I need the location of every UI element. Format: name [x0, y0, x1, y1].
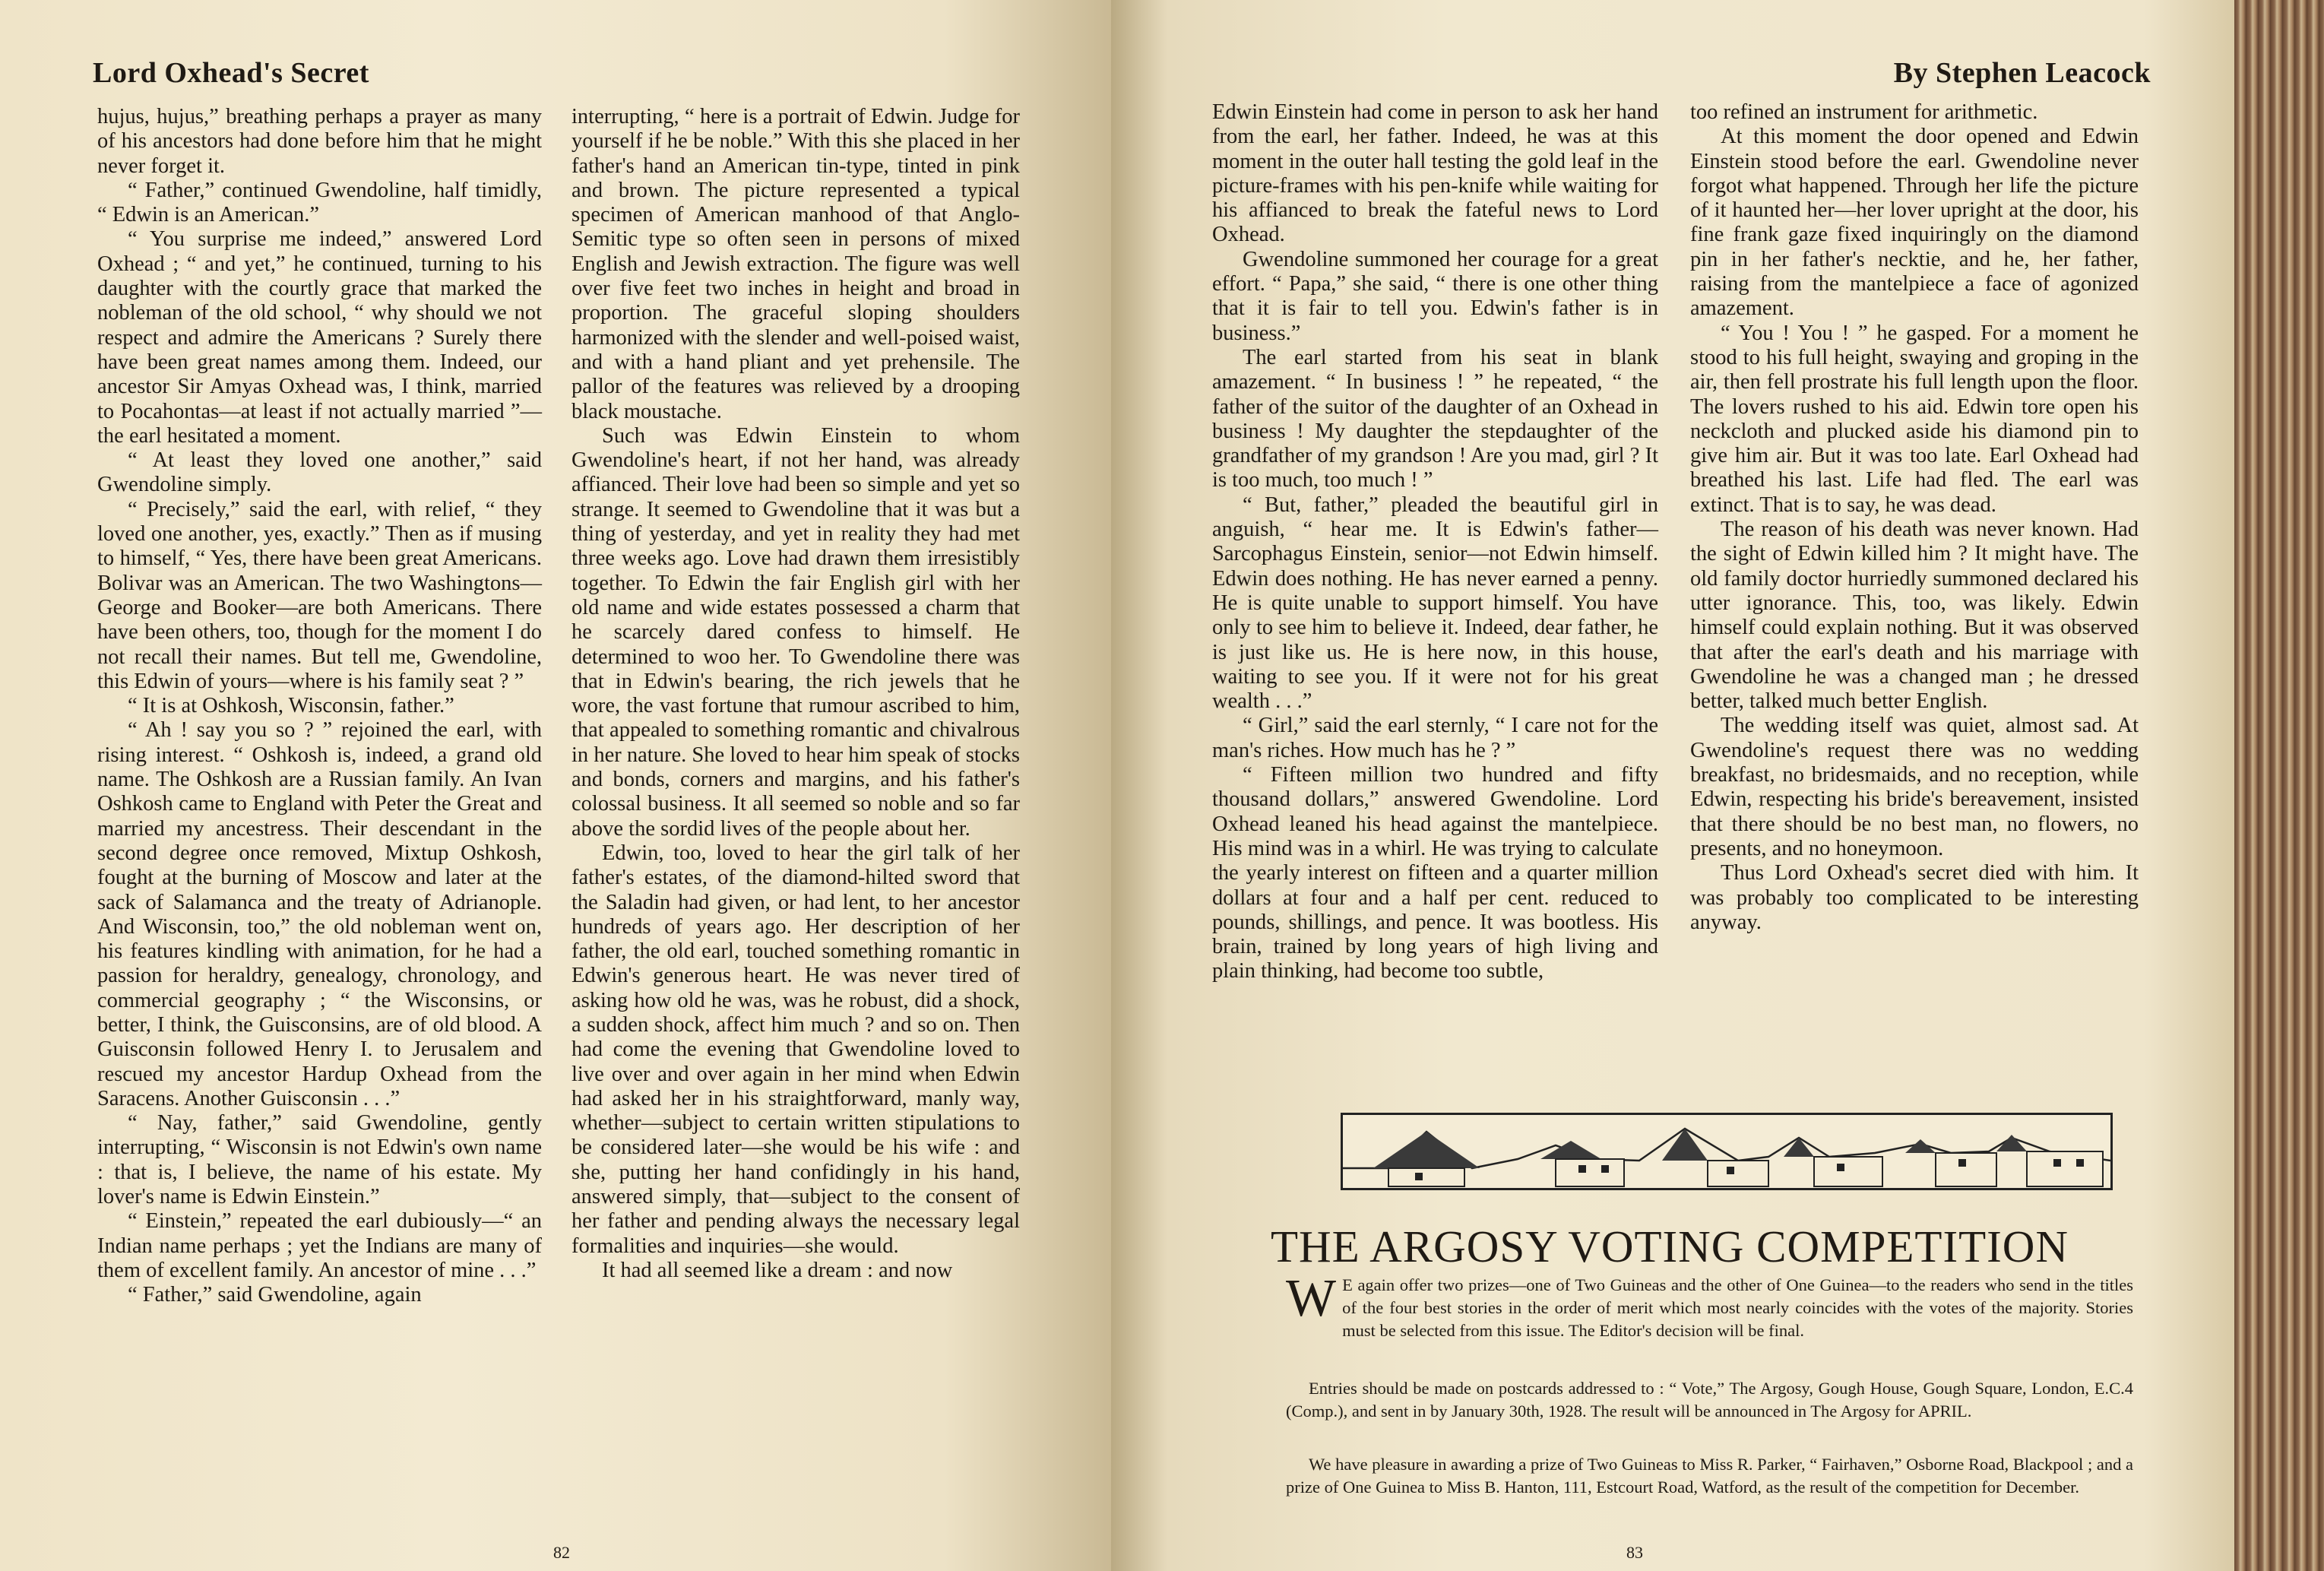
paragraph: “ Ah ! say you so ? ” rejoined the earl, with rising interest. “ Oshkosh is, indeed, a grand old name. The Oshkosh are a Russian family. An Ivan Oshkosh came to England with Peter the Great and married my ancestress. Their descendant in the second degree once removed, Mixtup Oshkosh, fought at the burning of Moscow and later at the sack of Salamanca and the treaty of Adrianople. And Wisconsin, too,” the old nobleman went on, his features kindling with animation, for he had a passion for heraldry, genealogy, chronology, and commercial geography ; “ the Wisconsins, or better, I think, the Guisconsins, are of old blood. A Guisconsin followed Henry I. to Jerusalem and rescued my ancestor Hardup Oxhead from the Saracens. Another Guisconsin . . .” — [97, 718, 542, 1110]
paragraph: Gwendoline summoned her courage for a great effort. “ Papa,” she said, “ there is one other thing that it is fair to tell you. Edwin's father is in business.” — [1212, 247, 1658, 345]
running-head-title: Lord Oxhead's Secret — [93, 57, 369, 89]
left-page — [0, 0, 1111, 1571]
paragraph: hujus, hujus,” breathing perhaps a prayer as many of his ancestors had done before him that he might never forget it. — [97, 105, 542, 178]
paragraph: “ But, father,” pleaded the beautiful girl in anguish, “ hear me. It is Edwin's father—Sarcophagus Einstein, senior—not Edwin himself. Edwin does nothing. He has never earned a penny. He is quite unable to support himself. You have only to see him to believe it. Indeed, dear father, he is just like us. He is here now, in this house, waiting to see you. If it were not for his great wealth . . .” — [1212, 493, 1658, 714]
paragraph: “ You surprise me indeed,” answered Lord Oxhead ; “ and yet,” he continued, turning to his daughter with the courtly grace that marked the nobleman of the old school, “ why should we not respect and admire the Americans ? Surely there have been great names among them. Indeed, our ancestor Sir Amyas Oxhead was, I think, married to Pocahontas—at least if not actually married ”—the earl hesitated a moment. — [97, 227, 542, 448]
competition-winners: We have pleasure in awarding a prize of Two Guineas to Miss R. Parker, “ Fairhaven,” Osborne Road, Blackpool ; and a prize of One Guinea to Miss B. Hanton, 111, Estcourt Road, Watford, as the result of the competition for December. — [1286, 1455, 2133, 1497]
paragraph: interrupting, “ here is a portrait of Edwin. Judge for yourself if he be noble.” With this she placed in her father's hand an American tin-type, tinted in pink and brown. The picture represented a typical specimen of American manhood of that Anglo-Semitic type so often seen in persons of mixed English and Jewish extraction. The figure was well over five feet two inches in height and broad in proportion. The graceful sloping shoulders harmonized with the slender and well-poised waist, and with a hand pliant and yet prehensile. The pallor of the features was relieved by a drooping black moustache. — [572, 105, 1020, 423]
paragraph: The earl started from his seat in blank amazement. “ In business ! ” he repeated, “ the father of the suitor of the daughter of an Oxhead in business ! My daughter the stepdaughter of the grandfather of my grandson ! Are you mad, girl ? It is too much, too much ! ” — [1212, 345, 1658, 493]
paragraph: “ At least they loved one another,” said Gwendoline simply. — [97, 448, 542, 497]
text-column-4 — [1690, 100, 2139, 935]
paragraph: “ Father,” said Gwendoline, again — [128, 1283, 422, 1307]
paragraph: Edwin, too, loved to hear the girl talk of her father's estates, of the diamond-hilted sword that the Saladin had given, or had lent, to her ancestor hundreds of years ago. Her description of her father, the old earl, touched something romantic in Edwin's generous heart. He was never tired of asking how old he was, was he robust, did a shock, a sudden shock, affect him much ? and so on. Then had come the evening that Gwendoline loved to live over and over again in her mind when Edwin had asked her in his straightforward, manly way, whether—subject to certain written stipulations to be considered later—she would be his wife : and she, putting her hand confidingly in his hand, answered simply, that—subject to the consent of her father and pending always the necessary legal formalities and inquiries—she would. — [572, 841, 1020, 1258]
text-column-3 — [1212, 100, 1658, 984]
competition-intro: E again offer two prizes—one of Two Guineas and the other of One Guinea—to the readers who send in the titles of the four best stories in the order of merit which most nearly coincides with the votes of the majority. Stories must be selected from this issue. The Editor's decision will be final. — [1342, 1275, 2133, 1340]
book-page-edges — [2234, 0, 2324, 1571]
paragraph: “ Precisely,” said the earl, with relief, “ they loved one another, yes, exactly.” Then as if musing to himself, “ Yes, there have been great Americans. Bolivar was an American. The two Washingtons—George and Booker—are both Americans. There have been others, too, though for the moment I do not recall their names. But tell me, Gwendoline, this Edwin of yours—where is his family seat ? ” — [97, 497, 542, 693]
paragraph: Such was Edwin Einstein to whom Gwendoline's heart, if not her hand, was already affianced. Their love had been so simple and yet so strange. It seemed to Gwendoline that it was but a thing of yesterday, and yet in reality they had met three weeks ago. Love had drawn them irresistibly together. To Edwin the fair English girl with her old name and wide estates possessed a charm that he scarcely dared confess to himself. He determined to woo her. To Gwendoline there was that in Edwin's bearing, the rich jewels that he wore, the vast fortune that rumour ascribed to him, that appealed to something romantic and chivalrous in her nature. She loved to hear him speak of stocks and bonds, corners and margins, and his father's colossal business. It all seemed so noble and so far above the sordid lives of the people about her. — [572, 423, 1020, 841]
right-page — [1111, 0, 2234, 1571]
paragraph: “ You ! You ! ” he gasped. For a moment he stood to his full height, swaying and groping in the air, then fell prostrate his full length upon the floor. The lovers rushed to his aid. Edwin tore open his neckcloth and plucked aside his diamond pin to give him air. But it was too late. Earl Oxhead had breathed his last. Life had fled. The earl was extinct. That is to say, he was dead. — [1690, 321, 2139, 517]
paragraph: “ Nay, father,” said Gwendoline, gently interrupting, “ Wisconsin is not Edwin's own name : that is, I believe, the name of his estate. My lover's name is Edwin Einstein.” — [97, 1111, 542, 1209]
paragraph: “ Girl,” said the earl sternly, “ I care not for the man's riches. How much has he ? ” — [1212, 714, 1658, 762]
paragraph: The wedding itself was quiet, almost sad. At Gwendoline's request there was no wedding breakfast, no bridesmaids, and no reception, while Edwin, respecting his bride's bereavement, insisted that there should be no best man, no flowers, no presents, and no honeymoon. — [1690, 714, 2139, 860]
paragraph: “ Fifteen million two hundred and fifty thousand dollars,” answered Gwendoline. Lord Oxhead leaned his head against the mantelpiece. His mind was in a whirl. He was trying to calculate the yearly interest on fifteen and a quarter million dollars at four and a half per cent. reduced to pounds, shillings, and pence. It was bootless. His brain, trained by long years of high living and plain thinking, had become too subtle, — [1212, 763, 1658, 983]
page-number: 82 — [553, 1543, 570, 1562]
paragraph: It had all seemed like a dream : and now — [602, 1258, 953, 1282]
competition-entry-instructions: Entries should be made on postcards addressed to : “ Vote,” The Argosy, Gough House, Gough Square, London, E.C.4 (Comp.), and sent in by January 30th, 1928. The result will be announced in The Argosy for APRIL. — [1286, 1379, 2133, 1421]
competition-heading: THE ARGOSY VOTING COMPETITION — [1271, 1221, 2069, 1272]
paragraph: Thus Lord Oxhead's secret died with him. It was probably too complicated to be interesting anyway. — [1690, 861, 2139, 934]
page-number: 83 — [1626, 1543, 1643, 1562]
competition-paragraph-1 — [1286, 1269, 2133, 1342]
running-head-author: By Stephen Leacock — [1893, 57, 2151, 89]
text-column-2 — [572, 105, 1020, 1283]
paragraph: At this moment the door opened and Edwin Einstein stood before the earl. Gwendoline never forgot what happened. Through her life the picture of it haunted her—her lover upright at the door, his fine frank gaze fixed inquiringly on the diamond pin in her father's necktie, and he, her father, raising from the mantelpiece a face of agonized amazement. — [1690, 125, 2139, 321]
village-rooftops-illustration — [1341, 1113, 2113, 1190]
drop-cap: W — [1286, 1269, 1337, 1328]
paragraph: Edwin Einstein had come in person to ask her hand from the earl, her father. Indeed, he was at this moment in the outer hall testing the gold leaf in the picture-frames with his pen-knife while waiting for his affianced to break the fateful news to Lord Oxhead. — [1212, 100, 1658, 247]
text-column-1 — [97, 105, 542, 1308]
paragraph: “ Father,” continued Gwendoline, half timidly, “ Edwin is an American.” — [97, 178, 542, 227]
paragraph: The reason of his death was never known. Had the sight of Edwin killed him ? It might have. The old family doctor hurriedly summoned declared his utter ignorance. This, too, was likely. Edwin himself could explain nothing. But it was observed that after the earl's death and his marriage with Gwendoline he was a changed man ; he dressed better, talked much better English. — [1690, 518, 2139, 714]
paragraph: too refined an instrument for arithmetic. — [1690, 100, 2038, 124]
paragraph: “ Einstein,” repeated the earl dubiously—“ an Indian name perhaps ; yet the Indians are many of them of excellent family. An ancestor of mine . . .” — [97, 1209, 542, 1282]
paragraph: “ It is at Oshkosh, Wisconsin, father.” — [128, 694, 454, 718]
